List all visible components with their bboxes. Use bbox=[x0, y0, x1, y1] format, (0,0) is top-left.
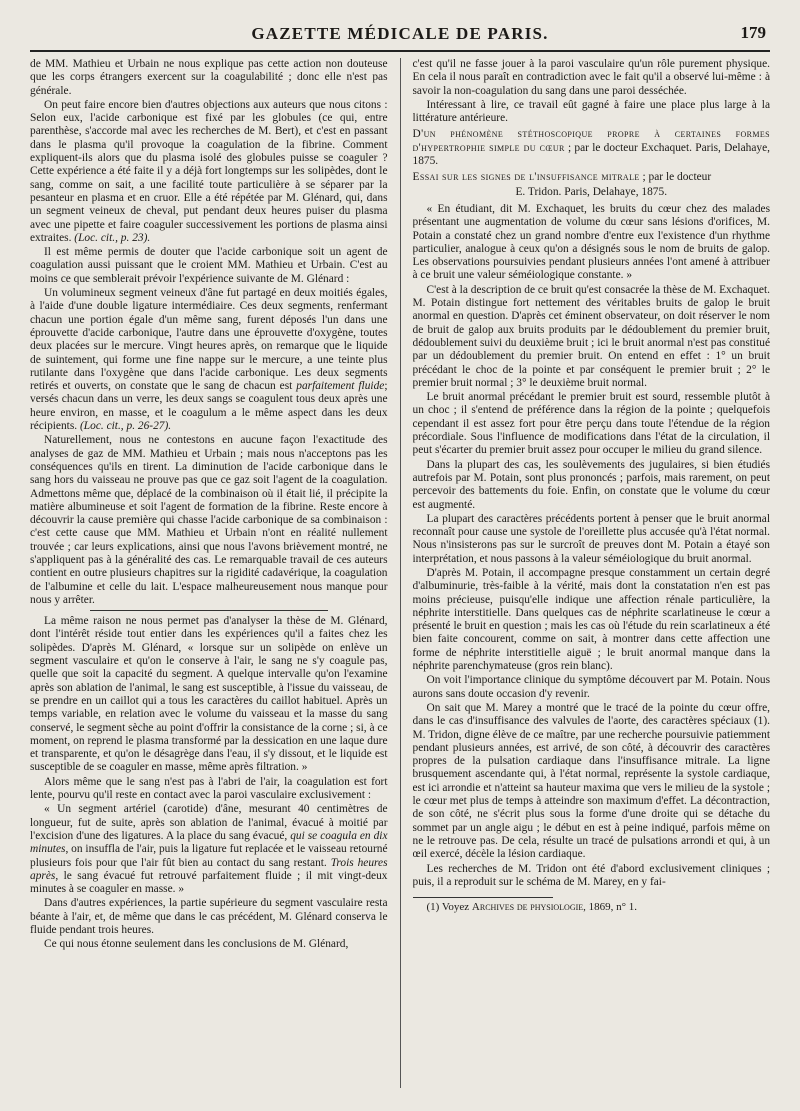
paragraph: Ce qui nous étonne seulement dans les conclusions de M. Glénard, bbox=[44, 938, 349, 951]
footnote-rule bbox=[413, 897, 553, 898]
paragraph: Le bruit anormal précédant le premier bruit est sourd, ressemble plutôt à un choc ; il s'entend de préférence dans la région de la pointe ; quelquefois cependant il est assez fort pour être perçu dans toute l'étendue de la région précordiale. Sous l'influence de modifications dans l'état de la circulation, il peut s'écarter du premier bruit assez pour occuper le milieu du grand silence. bbox=[412, 391, 771, 457]
text-columns bbox=[30, 58, 770, 1088]
column-divider bbox=[400, 58, 401, 1088]
paragraph: La même raison ne nous permet pas d'analyser la thèse de M. Glénard, dont l'intérêt réside tout entier dans les expériences qu'il a faites chez les solipèdes. D'après M. Glénard, « lorsque sur un solipède on enlève un segment vasculaire et qu'on le conserve à l'air, le sang ne s'y coagule pas, quelle que soit la capacité du segment. A quelque intervalle qu'on l'examine après son ablation de l'animal, le sang est susceptible, à l'issue du vaisseau, de se prendre en un caillot qui a tous les caractères du caillot habituel. Après un temps variable, en relation avec le volume du vaisseau et la masse du sang conservé, le segment sèche au point d'offrir la consistance de la corne ; si, à ce moment, on reprend le plasma transformé par la dessication en une laque dure et transparente, et qu'on le désagrège dans l'eau, il s'y dissout, et le liquide est susceptible de se coaguler en masse, même après filtration. » bbox=[30, 615, 388, 774]
section-separator bbox=[90, 610, 328, 611]
book-review-heading-line: E. Tridon. Paris, Delahaye, 1875. bbox=[515, 185, 668, 198]
paragraph: Intéressant à lire, ce travail eût gagné à faire une place plus large à la littérature antérieure. bbox=[412, 98, 771, 125]
paragraph: Un volumineux segment veineux d'âne fut partagé en deux moitiés égales, à l'aide d'une double ligature intermédiaire. Ces deux segments, renfermant chacun une portion égale d'un même sang, furent déposés l'un dans une éprouvette d'acide carbonique, l'autre dans une éprouvette d'oxygène, toutes deux placées sur le mercure. Vingt heures après, on remarque que le liquide de suintement, qui forme une fine nappe sur le mercure, a une teinte plus rutilante dans l'oxygène que dans l'acide carbonique. Les deux segments retirés et ouverts, on constate que le sang de chacun est parfaitement fluide; versés chacun dans un verre, les deux sangs se coagulent tous deux après une heure environ, en masse, et le coagulum a le même aspect dans les deux récipients. (Loc. cit., p. 26-27). bbox=[30, 287, 388, 433]
paragraph: Alors même que le sang n'est pas à l'abri de l'air, la coagulation est fort lente, pourvu qu'il reste en contact avec la paroi vasculaire exclusivement : bbox=[30, 775, 388, 802]
paragraph: Les recherches de M. Tridon ont été d'abord exclusivement cliniques ; puis, il a reproduit sur le schéma de M. Marey, en y fai- bbox=[412, 862, 771, 888]
paragraph: La plupart des caractères précédents portent à penser que le bruit anormal reconnaît pour cause une systole de l'oreillette plus accusée qu'à l'état normal. Nous n'insisterons pas sur le surcroît de preuves dont M. Potain a étayé son interprétation, et nous passons à la valeur séméiologique du bruit anormal. bbox=[412, 512, 771, 565]
paragraph: On voit l'importance clinique du symptôme découvert par M. Potain. Nous aurons sans doute occasion d'y revenir. bbox=[412, 674, 771, 700]
journal-title: GAZETTE MÉDICALE DE PARIS. bbox=[251, 24, 549, 43]
page-header bbox=[30, 22, 770, 52]
paragraph: de MM. Mathieu et Urbain ne nous explique pas cette action non douteuse que les corps étrangers exercent sur la coagulabilité ; donc elle n'est pas générale. bbox=[30, 58, 388, 97]
paragraph: c'est qu'il ne fasse jouer à la paroi vasculaire qu'un rôle purement physique. En cela il nous paraît en contradiction avec le fait qu'il a observé lui-même : à savoir la non-coagulation du sang dans une paroi desséchée. bbox=[412, 58, 771, 97]
paragraph: C'est à la description de ce bruit qu'est consacrée la thèse de M. Exchaquet. M. Potain distingue fort nettement des véritables bruits de galop le bruit anormal en question. D'après cet éminent observateur, on doit réserver le nom de bruit de galop aux bruits produits par le dédoublement du premier bruit, dédoublement suivi du deuxième bruit ; ici le bruit anormal n'est pas constitué par un dédoublement du premier bruit. On entend en effet : 1° un bruit précédant le choc de la pointe et par conséquent le premier bruit ; 2° le premier bruit normal ; 3° le deuxième bruit normal. bbox=[412, 283, 771, 389]
footnote: (1) Voyez Archives de physiologie, 1869, n° 1. bbox=[426, 901, 638, 914]
paragraph: On sait que M. Marey a montré que le tracé de la pointe du cœur offre, dans le cas d'insuffisance des valvules de l'aorte, des caractères spéciaux (1). M. Tridon, digne élève de ce maître, par une recherche poursuivie patiemment pendant plusieurs années, est arrivé, de son côté, à découvrir des caractères propres de la pulsation cardiaque dans l'insuffisance mitrale. La ligne brusquement ascendante qui, à l'état normal, représente la systole cardiaque, est ici arrondie et n'atteint sa hauteur maxima que vers le milieu de la systole ; le cœur met plus de temps à atteindre son maximum d'effet. La décontraction, de son côté, ne s'écrit plus sous la forme d'une droite qui se détache du sommet par un angle aigu ; le début en est à peine indiqué, parfois même on ne le retrouve pas. De cela, résulte un tracé de pulsations arrondi et qui, à un œil exercé, décèle la lésion cardiaque. bbox=[412, 701, 771, 861]
paragraph: « En étudiant, dit M. Exchaquet, les bruits du cœur chez des malades présentant une augmentation de volume du cœur sans lésions d'orifices, M. Potain a constaté chez un grand nombre d'entre eux l'existence d'un rhythme particulier, analogue à ceux qu'on a désignés sous le nom de bruits de galop. Les observations poursuivies pendant plusieurs années l'ont amené à attribuer à ce bruit une valeur séméiologique constante. » bbox=[412, 202, 771, 282]
paragraph: Il est même permis de douter que l'acide carbonique soit un agent de coagulation aussi puissant que le croient MM. Mathieu et Urbain. C'est au moins ce que semblerait prévoir l'expérience suivante de M. Glénard : bbox=[30, 246, 388, 285]
paragraph: Dans d'autres expériences, la partie supérieure du segment vasculaire resta béante à l'air, et, de même que dans le cas précédent, M. Glénard conserva le fluide pendant trois heures. bbox=[30, 897, 388, 936]
book-review-heading: D'un phénomène stéthoscopique propre à certaines formes d'hypertrophie simple du cœur ; par le docteur Exchaquet. Paris, Delahaye, 1875. bbox=[412, 128, 771, 168]
paragraph: Dans la plupart des cas, les soulèvements des jugulaires, si bien étudiés autrefois par M. Potain, sont plus prononcés ; parfois, mais rarement, on peut percevoir des battements du foie. Enfin, on constate que le volume du cœur est augmenté. bbox=[412, 458, 771, 511]
paragraph: « Un segment artériel (carotide) d'âne, mesurant 40 centimètres de longueur, fut de suite, après son ablation de l'animal, évacué à moitié par l'excision d'une des ligatures. A la place du sang évacué, qui se coagula en dix minutes, on insuffla de l'air, puis la ligature fut replacée et le vaisseau retourné plusieurs fois pour que l'air fût bien au contact du sang restant. Trois heures après, le sang évacué fut retrouvé parfaitement fluide ; il mit vingt-deux minutes à se coaguler en masse. » bbox=[30, 803, 388, 896]
book-review-heading: Essai sur les signes de l'insuffisance mitrale ; par le docteur bbox=[412, 171, 712, 184]
page-number: 179 bbox=[740, 23, 766, 42]
left-column bbox=[30, 58, 388, 1088]
paragraph: Naturellement, nous ne contestons en aucune façon l'exactitude des analyses de gaz de MM. Mathieu et Urbain ; mais nous n'acceptons pas les conséquences qu'ils en tirent. La diminution de l'acide carbonique dans le sang hors du vaisseau ne prouve pas que ce gaz soit l'agent de la coagulation. Admettons même que, déplacé de la combinaison où il était lié, il précipite la matière albumineuse et soit l'agent de formation de la fibrine. Reste encore à découvrir la cause première qui chasse l'acide carbonique de sa combinaison : c'est cette cause que MM. Mathieu et Urbain n'ont en réalité nullement trouvée ; car leurs explications, ainsi que nous l'avons brièvement montré, ne s'appliquent pas à la généralité des cas. Le remarquable travail de ces auteurs contient en outre plusieurs chapitres sur la rigidité cadavérique, la coagulation de l'albumine et celle du lait. L'espace malheureusement nous manque pour nous y arrêter. bbox=[30, 434, 388, 606]
right-column bbox=[413, 58, 771, 1088]
paragraph: D'après M. Potain, il accompagne presque constamment un certain degré d'albuminurie, très-faible à la vérité, mais dont la constatation n'en est pas moins précieuse, puisqu'elle indique une affection rénale particulière, la néphrite interstitielle. Dans quelques cas de néphrite scarlatineuse le cœur a présenté le bruit en question ; mais les cas où l'étude du rein scarlatineux a été bien faite concourent, comme on sait, à montrer dans cette affection une forme de néphrite interstitielle aiguë ; le bruit anormal manque dans la néphrite parenchymateuse (gros rein blanc). bbox=[412, 566, 771, 673]
paragraph: On peut faire encore bien d'autres objections aux auteurs que nous citons : Selon eux, l'acide carbonique est fixé par les globules (ce qui, entre parenthèse, s'accorde mal avec les recherches de M. Bert), et c'est en passant dans le plasma qu'il provoque la coagulation de la fibrine. Comment expliquent-ils alors que du plasma isolé des globules puisse se coaguler ? Cette expérience a été faite il y a déjà fort longtemps sur les solipèdes, dont le sang, comme on sait, a une facilité toute particulière à se séparer par la pesanteur en plasma et en cruor. Elle a été répétée par M. Glénard, qui, dans un segment veineux de cheval, put pendant deux heures puiser du plasma avec une pipette et faire coaguler successivement les portions de plasma ainsi extraites. (Loc. cit., p. 23). bbox=[30, 98, 388, 244]
